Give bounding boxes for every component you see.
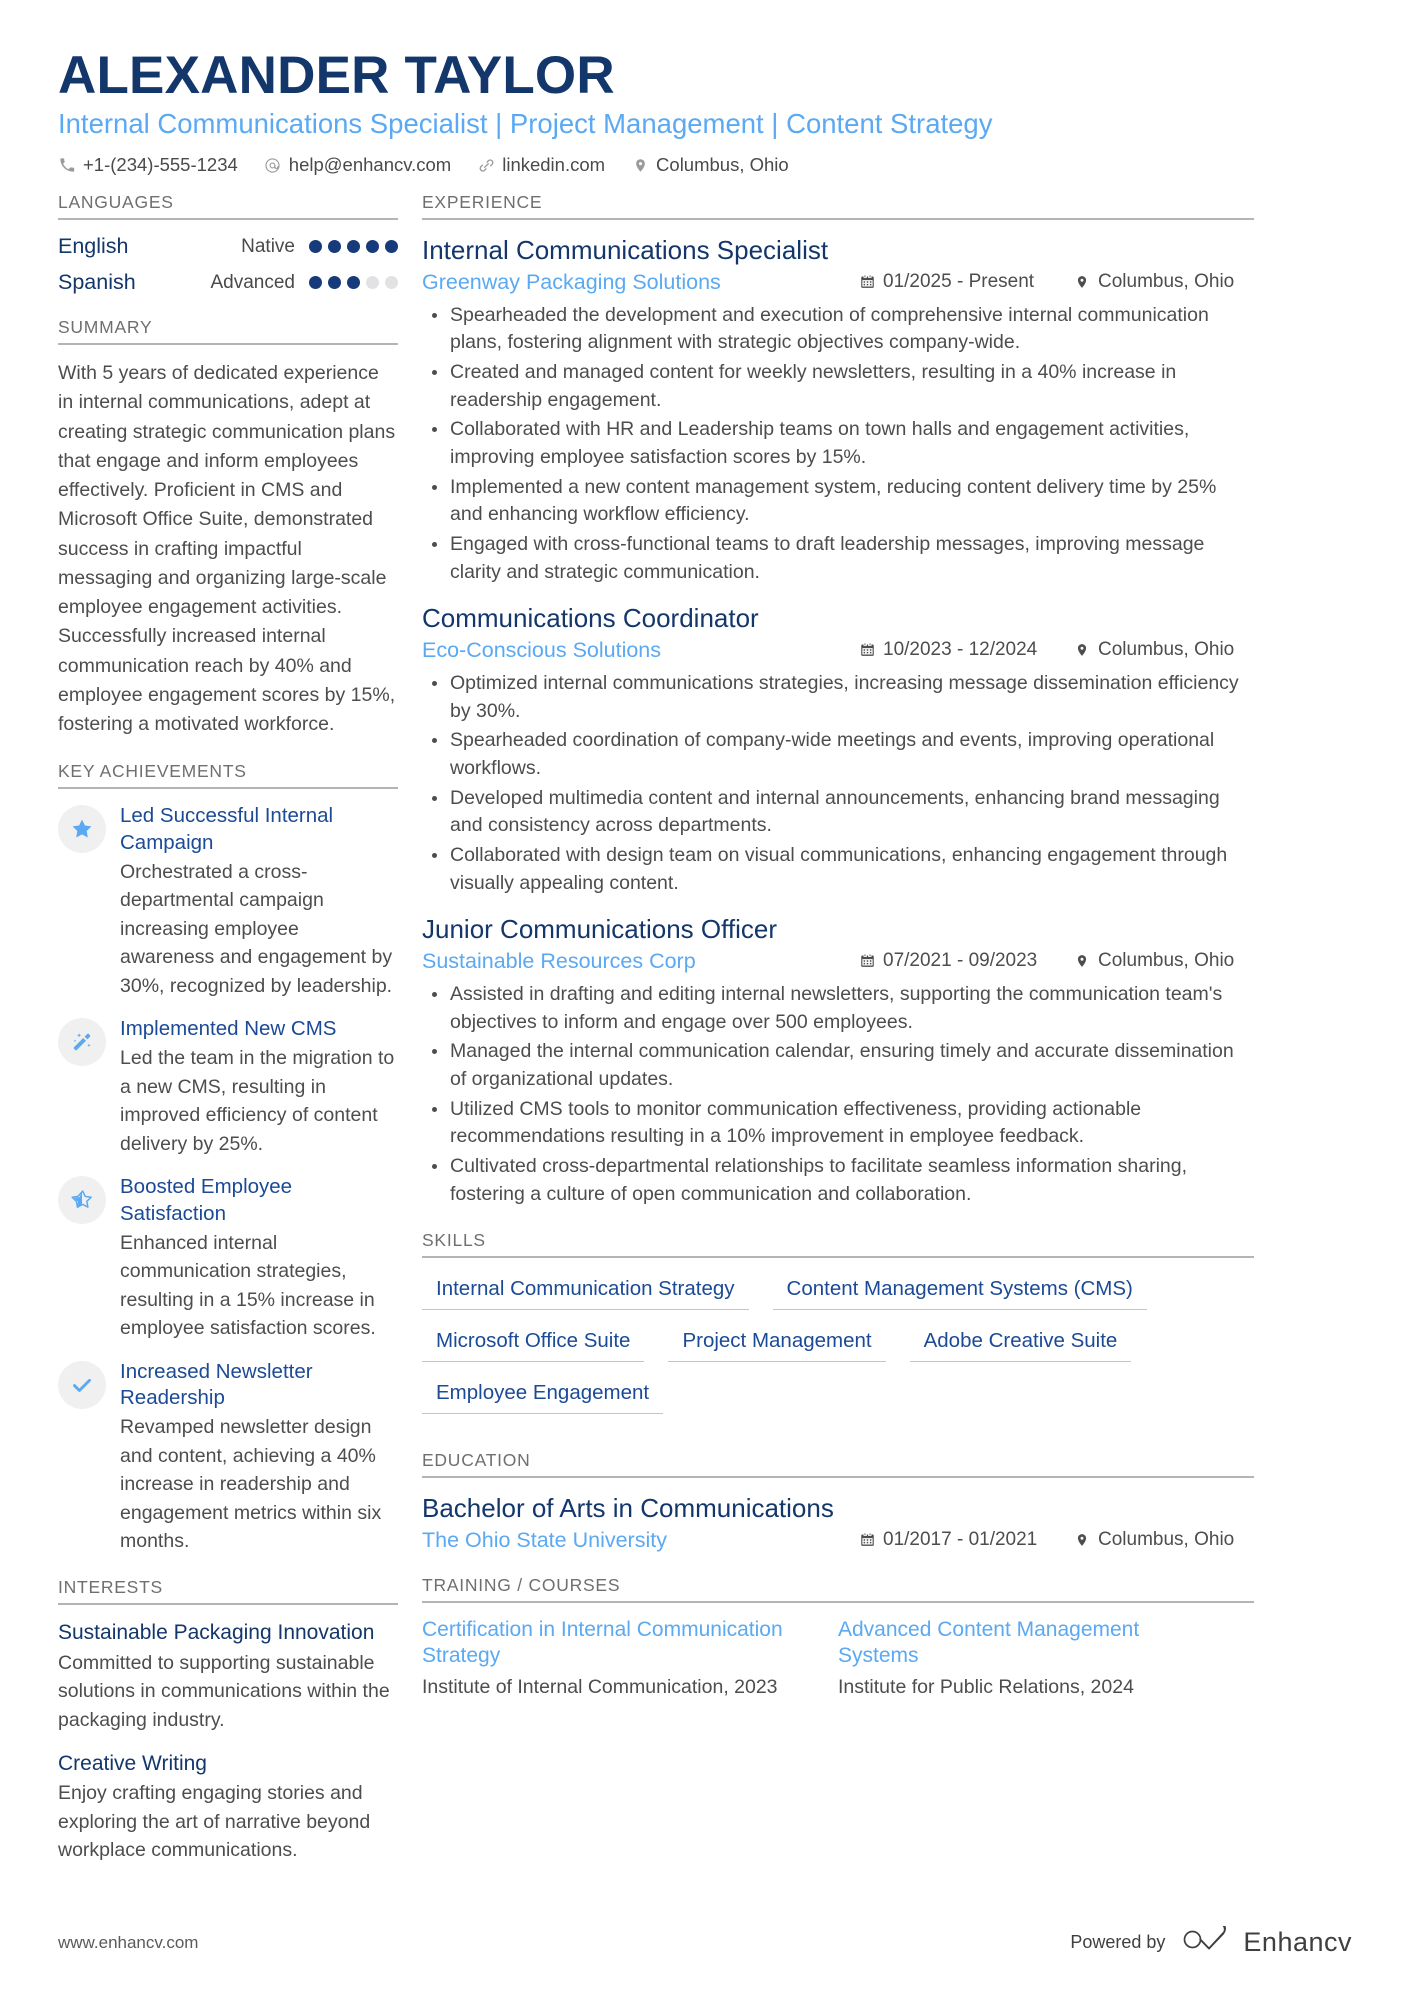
- job-date-text: 07/2021 - 09/2023: [883, 950, 1038, 972]
- contact-location-text: Columbus, Ohio: [656, 154, 789, 176]
- achievement-title: Boosted Employee Satisfaction: [120, 1175, 293, 1225]
- language-level: Native: [241, 235, 295, 257]
- skill-tag: Content Management Systems (CMS): [773, 1272, 1147, 1310]
- job-location-text: Columbus, Ohio: [1098, 950, 1235, 972]
- achievement-body: [120, 1174, 398, 1342]
- section-experience: [422, 192, 1254, 1208]
- star-half-icon: [58, 1176, 106, 1224]
- skill-tag: Project Management: [668, 1324, 885, 1362]
- job-location-text: Columbus, Ohio: [1098, 271, 1235, 293]
- contact-phone-text: +1-(234)-555-1234: [83, 154, 238, 176]
- training-organization: Institute of Internal Communication, 2023: [422, 1675, 778, 1698]
- contact-linkedin[interactable]: [477, 154, 605, 176]
- section-title-education: EDUCATION: [422, 1450, 1254, 1478]
- training-list: [422, 1617, 1254, 1701]
- right-column: [422, 192, 1254, 1723]
- language-rating-dots: [309, 240, 398, 253]
- education-degree: Bachelor of Arts in Communications: [422, 1493, 834, 1524]
- section-title-training: TRAINING / COURSES: [422, 1575, 1254, 1603]
- job-bullet: Cultivated cross-departmental relationships to facilitate seamless information sharing, fostering a culture of open communication and collaboration.: [448, 1153, 1254, 1208]
- language-level: Advanced: [210, 271, 295, 293]
- summary-text: With 5 years of dedicated experience in internal communications, adept at creating strategic communication plans that engage and inform employees effectively. Proficient in CMS and Microsoft Office Suite, demonstrated success in crafting impactful messaging and organizing large-scale employee engagement activities. Successfully increased internal communication reach by 40% and employee engagement scores by 15%, fostering a motivated workforce.: [58, 362, 396, 736]
- interest-title: Sustainable Packaging Innovation: [58, 1621, 375, 1645]
- left-column: [58, 192, 398, 1887]
- experience-item: [422, 913, 1254, 1208]
- section-title-summary: SUMMARY: [58, 317, 398, 345]
- achievement-item: [58, 1359, 398, 1556]
- footer-url[interactable]: www.enhancv.com: [58, 1932, 199, 1952]
- section-title-languages: LANGUAGES: [58, 192, 398, 220]
- training-title: Certification in Internal Communication Strategy: [422, 1617, 783, 1668]
- interest-title: Creative Writing: [58, 1752, 207, 1776]
- candidate-headline: Internal Communications Specialist | Project Management | Content Strategy: [58, 108, 993, 140]
- education-location-text: Columbus, Ohio: [1098, 1529, 1235, 1551]
- job-date: [859, 639, 1074, 661]
- contact-email-text: help@enhancv.com: [288, 154, 452, 176]
- rating-dot: [347, 240, 360, 253]
- job-date: [859, 950, 1074, 972]
- section-skills: [422, 1230, 1254, 1428]
- job-date-text: 01/2025 - Present: [883, 271, 1035, 293]
- contact-phone[interactable]: [58, 154, 238, 176]
- job-location: [1074, 271, 1254, 293]
- achievement-title: Implemented New CMS: [120, 1017, 337, 1041]
- skill-tag: Microsoft Office Suite: [422, 1324, 644, 1362]
- job-bullet: Implemented a new content management system, reducing content delivery time by 25% and enhancing workflow efficiency.: [448, 474, 1254, 529]
- check-icon: [58, 1361, 106, 1409]
- achievement-body: [120, 803, 398, 1000]
- experience-item: [422, 602, 1254, 897]
- experience-item: [422, 234, 1254, 586]
- rating-dot: [328, 240, 341, 253]
- achievement-title: Increased Newsletter Readership: [120, 1359, 313, 1409]
- language-row: [58, 234, 398, 259]
- rating-dot: [309, 276, 322, 289]
- job-location-text: Columbus, Ohio: [1098, 639, 1235, 661]
- training-item: [422, 1617, 838, 1701]
- achievement-description: Orchestrated a cross-departmental campaign increasing employee awareness and engagement by 30%, recognized by leadership.: [120, 860, 393, 997]
- language-row: [58, 270, 398, 295]
- job-bullet: Created and managed content for weekly newsletters, resulting in a 40% increase in readership engagement.: [448, 359, 1254, 414]
- achievement-body: [120, 1016, 398, 1158]
- resume-body: [58, 192, 1352, 1887]
- achievement-item: [58, 1174, 398, 1342]
- calendar-icon: [859, 274, 875, 291]
- language-name: Spanish: [58, 270, 136, 295]
- skills-list: [422, 1272, 1254, 1428]
- section-key-achievements: [58, 761, 398, 1555]
- magic-wand-icon: [58, 1018, 106, 1066]
- calendar-icon: [859, 1532, 875, 1549]
- interest-description: Committed to supporting sustainable solutions in communications within the packaging industry.: [58, 1651, 390, 1731]
- rating-dot: [328, 276, 341, 289]
- job-date-text: 10/2023 - 12/2024: [883, 639, 1038, 661]
- job-bullet: Developed multimedia content and internal announcements, enhancing brand messaging and consistency across departments.: [448, 785, 1254, 840]
- calendar-icon: [859, 642, 875, 659]
- contact-email[interactable]: [264, 154, 451, 176]
- job-bullet: Assisted in drafting and editing internal newsletters, supporting the communication team's objectives to inform and engage over 500 employees.: [448, 981, 1254, 1036]
- job-company: Greenway Packaging Solutions: [422, 269, 721, 294]
- section-education: [422, 1450, 1254, 1553]
- job-title: Communications Coordinator: [422, 603, 759, 634]
- job-bullets: [422, 981, 1254, 1209]
- education-date: [859, 1529, 1074, 1551]
- footer-branding: [1070, 1926, 1352, 1959]
- skill-tag: Internal Communication Strategy: [422, 1272, 749, 1310]
- rating-dot: [347, 276, 360, 289]
- interest-item: [58, 1619, 398, 1734]
- job-meta: [422, 270, 1254, 295]
- achievement-description: Revamped newsletter design and content, achieving a 40% increase in readership and engagement metrics within six months.: [120, 1416, 382, 1552]
- job-date: [859, 271, 1074, 293]
- language-name: English: [58, 234, 129, 259]
- achievement-description: Enhanced internal communication strategies, resulting in a 15% increase in employee satisfaction scores.: [120, 1231, 376, 1340]
- skill-tag: Adobe Creative Suite: [910, 1324, 1132, 1362]
- location-pin-icon: [1074, 642, 1090, 659]
- section-interests: [58, 1577, 398, 1864]
- enhancv-logo: [1181, 1926, 1352, 1959]
- section-training: [422, 1575, 1254, 1701]
- achievement-item: [58, 1016, 398, 1158]
- language-rating-dots: [309, 276, 398, 289]
- achievement-title: Led Successful Internal Campaign: [120, 804, 334, 854]
- education-item: [422, 1492, 1254, 1553]
- resume-header: [58, 48, 1352, 176]
- skill-tag: Employee Engagement: [422, 1376, 663, 1414]
- rating-dot: [366, 240, 379, 253]
- rating-dot: [309, 240, 322, 253]
- job-bullet: Managed the internal communication calendar, ensuring timely and accurate dissemination of organizational updates.: [448, 1038, 1254, 1093]
- star-icon: [58, 805, 106, 853]
- achievement-body: [120, 1359, 398, 1556]
- training-organization: Institute for Public Relations, 2024: [838, 1675, 1134, 1698]
- job-title: Internal Communications Specialist: [422, 235, 829, 266]
- job-bullet: Collaborated with HR and Leadership teams on town halls and engagement activities, improving employee satisfaction scores by 15%.: [448, 416, 1254, 471]
- enhancv-wordmark: Enhancv: [1243, 1927, 1352, 1957]
- phone-icon: [58, 156, 76, 174]
- contact-bar: [58, 154, 1352, 176]
- location-pin-icon: [1074, 1532, 1090, 1549]
- contact-linkedin-text: linkedin.com: [502, 154, 606, 176]
- job-company: Sustainable Resources Corp: [422, 948, 696, 973]
- training-title: Advanced Content Management Systems: [838, 1617, 1140, 1668]
- job-location: [1074, 950, 1254, 972]
- rating-dot: [366, 276, 379, 289]
- resume-footer: [58, 1926, 1352, 1959]
- rating-dot: [385, 240, 398, 253]
- education-school: The Ohio State University: [422, 1527, 667, 1552]
- location-pin-icon: [631, 156, 649, 174]
- powered-by-label: Powered by: [1070, 1932, 1166, 1952]
- interest-item: [58, 1750, 398, 1865]
- enhancv-mark-icon: [1181, 1926, 1233, 1959]
- job-company: Eco-Conscious Solutions: [422, 637, 662, 662]
- calendar-icon: [859, 953, 875, 970]
- job-bullet: Spearheaded the development and execution of comprehensive internal communication plans, fostering alignment with strategic objectives company-wide.: [448, 302, 1254, 357]
- training-item: [838, 1617, 1254, 1701]
- section-title-key-achievements: KEY ACHIEVEMENTS: [58, 761, 398, 789]
- education-meta: [422, 1528, 1254, 1553]
- job-meta: [422, 949, 1254, 974]
- job-bullet: Collaborated with design team on visual communications, enhancing engagement through visually appealing content.: [448, 842, 1254, 897]
- job-bullet: Spearheaded coordination of company-wide meetings and events, improving operational workflows.: [448, 727, 1254, 782]
- email-icon: [264, 156, 282, 174]
- achievement-item: [58, 803, 398, 1000]
- job-bullet: Utilized CMS tools to monitor communication effectiveness, providing actionable recommendations resulting in a 10% improvement in employee feedback.: [448, 1096, 1254, 1151]
- job-bullet: Engaged with cross-functional teams to draft leadership messages, improving message clarity and strategic communication.: [448, 531, 1254, 586]
- job-bullets: [422, 670, 1254, 898]
- location-pin-icon: [1074, 274, 1090, 291]
- section-summary: [58, 317, 398, 739]
- rating-dot: [385, 276, 398, 289]
- section-title-experience: EXPERIENCE: [422, 192, 1254, 220]
- section-title-skills: SKILLS: [422, 1230, 1254, 1258]
- job-title: Junior Communications Officer: [422, 914, 777, 945]
- job-meta: [422, 638, 1254, 663]
- section-title-interests: INTERESTS: [58, 1577, 398, 1605]
- section-languages: [58, 192, 398, 295]
- candidate-name: ALEXANDER TAYLOR: [58, 46, 615, 105]
- job-bullet: Optimized internal communications strategies, increasing message dissemination efficiency by 30%.: [448, 670, 1254, 725]
- job-location: [1074, 639, 1254, 661]
- education-location: [1074, 1529, 1254, 1551]
- achievement-description: Led the team in the migration to a new CMS, resulting in improved efficiency of content delivery by 25%.: [120, 1047, 395, 1155]
- location-pin-icon: [1074, 953, 1090, 970]
- link-icon: [477, 156, 495, 174]
- job-bullets: [422, 302, 1254, 587]
- education-date-text: 01/2017 - 01/2021: [883, 1529, 1038, 1551]
- contact-location: [631, 154, 789, 176]
- interest-description: Enjoy crafting engaging stories and exploring the art of narrative beyond workplace communications.: [58, 1782, 371, 1862]
